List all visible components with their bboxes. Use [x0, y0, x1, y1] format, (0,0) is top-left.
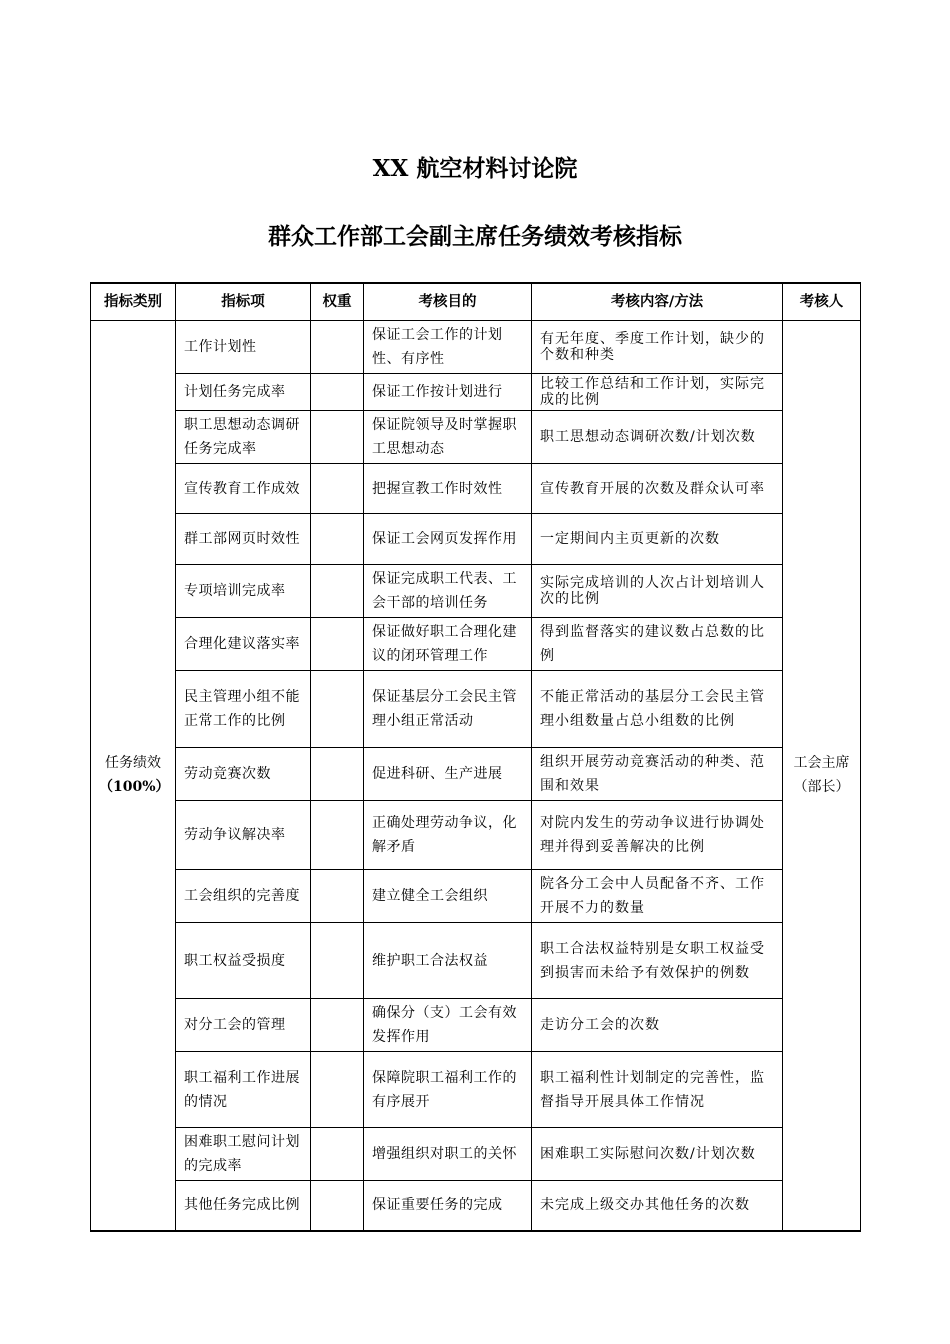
category-cell	[91, 321, 176, 1231]
table-row	[91, 1128, 861, 1181]
method-cell: 走访分工会的次数	[532, 999, 783, 1052]
table-row	[91, 374, 861, 411]
weight-cell	[311, 374, 364, 411]
column-header: 考核内容/方法	[532, 283, 783, 321]
weight-cell	[311, 1181, 364, 1231]
method-cell: 未完成上级交办其他任务的次数	[532, 1181, 783, 1231]
table-row	[91, 1181, 861, 1231]
method-cell: 宣传教育开展的次数及群众认可率	[532, 464, 783, 514]
purpose-cell: 促进科研、生产进展	[364, 748, 532, 801]
purpose-cell: 确保分（支）工会有效发挥作用	[364, 999, 532, 1052]
method-cell: 不能正常活动的基层分工会民主管理小组数量占总小组数的比例	[532, 671, 783, 748]
table-row	[91, 321, 861, 374]
table-row	[91, 464, 861, 514]
indicator-item: 民主管理小组不能正常工作的比例	[176, 671, 311, 748]
method-cell: 职工合法权益特别是女职工权益受到损害而未给予有效保护的例数	[532, 923, 783, 999]
weight-cell	[311, 801, 364, 870]
indicator-item: 工会组织的完善度	[176, 870, 311, 923]
purpose-cell: 正确处理劳动争议，化解矛盾	[364, 801, 532, 870]
method-cell: 困难职工实际慰问次数/计划次数	[532, 1128, 783, 1181]
method-cell: 职工福利性计划制定的完善性，监督指导开展具体工作情况	[532, 1052, 783, 1128]
purpose-cell: 保证工会工作的计划性、有序性	[364, 321, 532, 374]
weight-cell	[311, 870, 364, 923]
purpose-cell: 把握宣教工作时效性	[364, 464, 532, 514]
indicator-item: 合理化建议落实率	[176, 618, 311, 671]
table-row	[91, 1052, 861, 1128]
purpose-cell: 保障院职工福利工作的有序展开	[364, 1052, 532, 1128]
purpose-cell: 保证完成职工代表、工会干部的培训任务	[364, 565, 532, 618]
kpi-table	[90, 282, 861, 1232]
purpose-cell: 增强组织对职工的关怀	[364, 1128, 532, 1181]
table-row	[91, 748, 861, 801]
method-cell: 一定期间内主页更新的次数	[532, 514, 783, 565]
weight-cell	[311, 565, 364, 618]
weight-cell	[311, 411, 364, 464]
indicator-item: 工作计划性	[176, 321, 311, 374]
indicator-item: 对分工会的管理	[176, 999, 311, 1052]
column-header: 考核目的	[364, 283, 532, 321]
purpose-cell: 保证院领导及时掌握职工思想动态	[364, 411, 532, 464]
purpose-cell: 保证重要任务的完成	[364, 1181, 532, 1231]
org-title: XX 航空材料讨论院	[372, 155, 578, 182]
weight-cell	[311, 1128, 364, 1181]
indicator-item: 困难职工慰问计划的完成率	[176, 1128, 311, 1181]
assessor-cell: 工会主席（部长）	[783, 321, 861, 1231]
indicator-item: 职工福利工作进展的情况	[176, 1052, 311, 1128]
method-cell: 得到监督落实的建议数占总数的比例	[532, 618, 783, 671]
weight-cell	[311, 748, 364, 801]
purpose-cell: 保证工作按计划进行	[364, 374, 532, 411]
column-header: 指标项	[176, 283, 311, 321]
purpose-cell: 保证基层分工会民主管理小组正常活动	[364, 671, 532, 748]
weight-cell	[311, 514, 364, 565]
weight-cell	[311, 671, 364, 748]
purpose-cell: 建立健全工会组织	[364, 870, 532, 923]
table-row	[91, 671, 861, 748]
weight-cell	[311, 999, 364, 1052]
table-row	[91, 999, 861, 1052]
table-row	[91, 514, 861, 565]
indicator-item: 其他任务完成比例	[176, 1181, 311, 1231]
indicator-item: 宣传教育工作成效	[176, 464, 311, 514]
weight-cell	[311, 618, 364, 671]
method-cell: 对院内发生的劳动争议进行协调处理并得到妥善解决的比例	[532, 801, 783, 870]
purpose-cell: 保证做好职工合理化建议的闭环管理工作	[364, 618, 532, 671]
purpose-cell: 保证工会网页发挥作用	[364, 514, 532, 565]
indicator-item: 专项培训完成率	[176, 565, 311, 618]
purpose-cell: 维护职工合法权益	[364, 923, 532, 999]
indicator-item: 劳动争议解决率	[176, 801, 311, 870]
indicator-item: 职工权益受损度	[176, 923, 311, 999]
method-cell: 组织开展劳动竞赛活动的种类、范围和效果	[532, 748, 783, 801]
column-header: 指标类别	[91, 283, 176, 321]
table-row	[91, 801, 861, 870]
method-cell: 实际完成培训的人次占计划培训人次的比例	[532, 565, 783, 618]
indicator-item: 职工思想动态调研任务完成率	[176, 411, 311, 464]
table-row	[91, 870, 861, 923]
column-header: 考核人	[783, 283, 861, 321]
weight-cell	[311, 321, 364, 374]
table-row	[91, 411, 861, 464]
column-header: 权重	[311, 283, 364, 321]
method-cell: 比较工作总结和工作计划，实际完成的比例	[532, 374, 783, 411]
method-cell: 有无年度、季度工作计划，缺少的个数和种类	[532, 321, 783, 374]
table-row	[91, 565, 861, 618]
weight-cell	[311, 464, 364, 514]
category-name: 任务绩效	[105, 755, 161, 772]
weight-cell	[311, 1052, 364, 1128]
indicator-item: 计划任务完成率	[176, 374, 311, 411]
method-cell: 院各分工会中人员配备不齐、工作开展不力的数量	[532, 870, 783, 923]
weight-cell	[311, 923, 364, 999]
method-cell: 职工思想动态调研次数/计划次数	[532, 411, 783, 464]
indicator-item: 群工部网页时效性	[176, 514, 311, 565]
indicator-item: 劳动竞赛次数	[176, 748, 311, 801]
table-header-row	[91, 283, 861, 321]
category-percent: （100%）	[99, 779, 170, 796]
table-row	[91, 618, 861, 671]
table-row	[91, 923, 861, 999]
document-title: 群众工作部工会副主席任务绩效考核指标	[268, 223, 682, 250]
